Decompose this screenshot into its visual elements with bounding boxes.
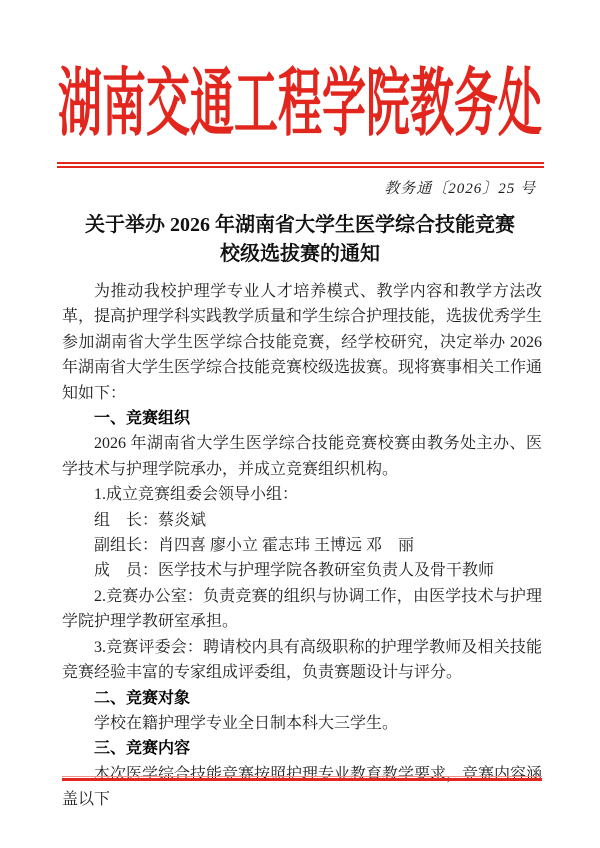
paragraph-intro: 为推动我校护理学专业人才培养模式、教学内容和教学方法改革，提高护理学科实践教学质量和学生综合护理技能，选拔优秀学生参加湖南省大学生医学综合技能竞赛，经学校研究，决定举办 2026 年湖南省大学生医学综合技能竞赛校级选拔赛。现将赛事相关工作通知如下： <box>62 283 543 402</box>
document-body <box>62 279 542 813</box>
section-heading-competition-participants: 二、竞赛对象 <box>94 689 191 707</box>
paragraph-participants: 学校在籍护理学专业全日制本科大三学生。 <box>94 714 399 732</box>
paragraph-deputy-leaders: 副组长：肖四喜 廖小立 霍志玮 王博远 邓 丽 <box>94 537 415 555</box>
notice-title <box>0 211 600 269</box>
paragraph-content-intro: 本次医学综合技能竞赛按照护理专业教育教学要求，竞赛内容涵盖以下 <box>62 765 543 809</box>
paragraph-members: 成 员：医学技术与护理学院各教研室负责人及骨干教师 <box>94 562 495 580</box>
masthead <box>0 55 600 155</box>
paragraph-group-leader: 组 长：蔡炎斌 <box>94 511 207 529</box>
section-heading-competition-organization: 一、竞赛组织 <box>94 410 191 428</box>
section-heading-competition-content: 三、竞赛内容 <box>94 740 191 758</box>
notice-title-line1: 关于举办 2026 年湖南省大学生医学综合技能竞赛 <box>85 214 515 236</box>
notice-title-line2: 校级选拔赛的通知 <box>220 243 380 265</box>
paragraph-organizers: 2026 年湖南省大学生医学综合技能竞赛校赛由教务处主办、医学技术与护理学院承办，并成立竞赛组织机构。 <box>62 435 542 478</box>
masthead-title: 湖南交通工程学院教务处 <box>58 63 542 146</box>
paragraph-judging-panel: 3.竞赛评委会：聘请校内具有高级职称的护理学教师及相关技能竞赛经验丰富的专家组成评委组，负责赛题设计与评分。 <box>62 638 542 682</box>
paragraph-competition-office: 2.竞赛办公室：负责竞赛的组织与协调工作，由医学技术与护理学院护理学教研室承担。 <box>62 587 542 631</box>
paragraph-leading-group: 1.成立竞赛组委会领导小组： <box>94 486 299 504</box>
document-number: 教务通〔2026〕25 号 <box>384 181 536 197</box>
footer-divider <box>62 776 542 781</box>
masthead-divider <box>57 162 544 168</box>
